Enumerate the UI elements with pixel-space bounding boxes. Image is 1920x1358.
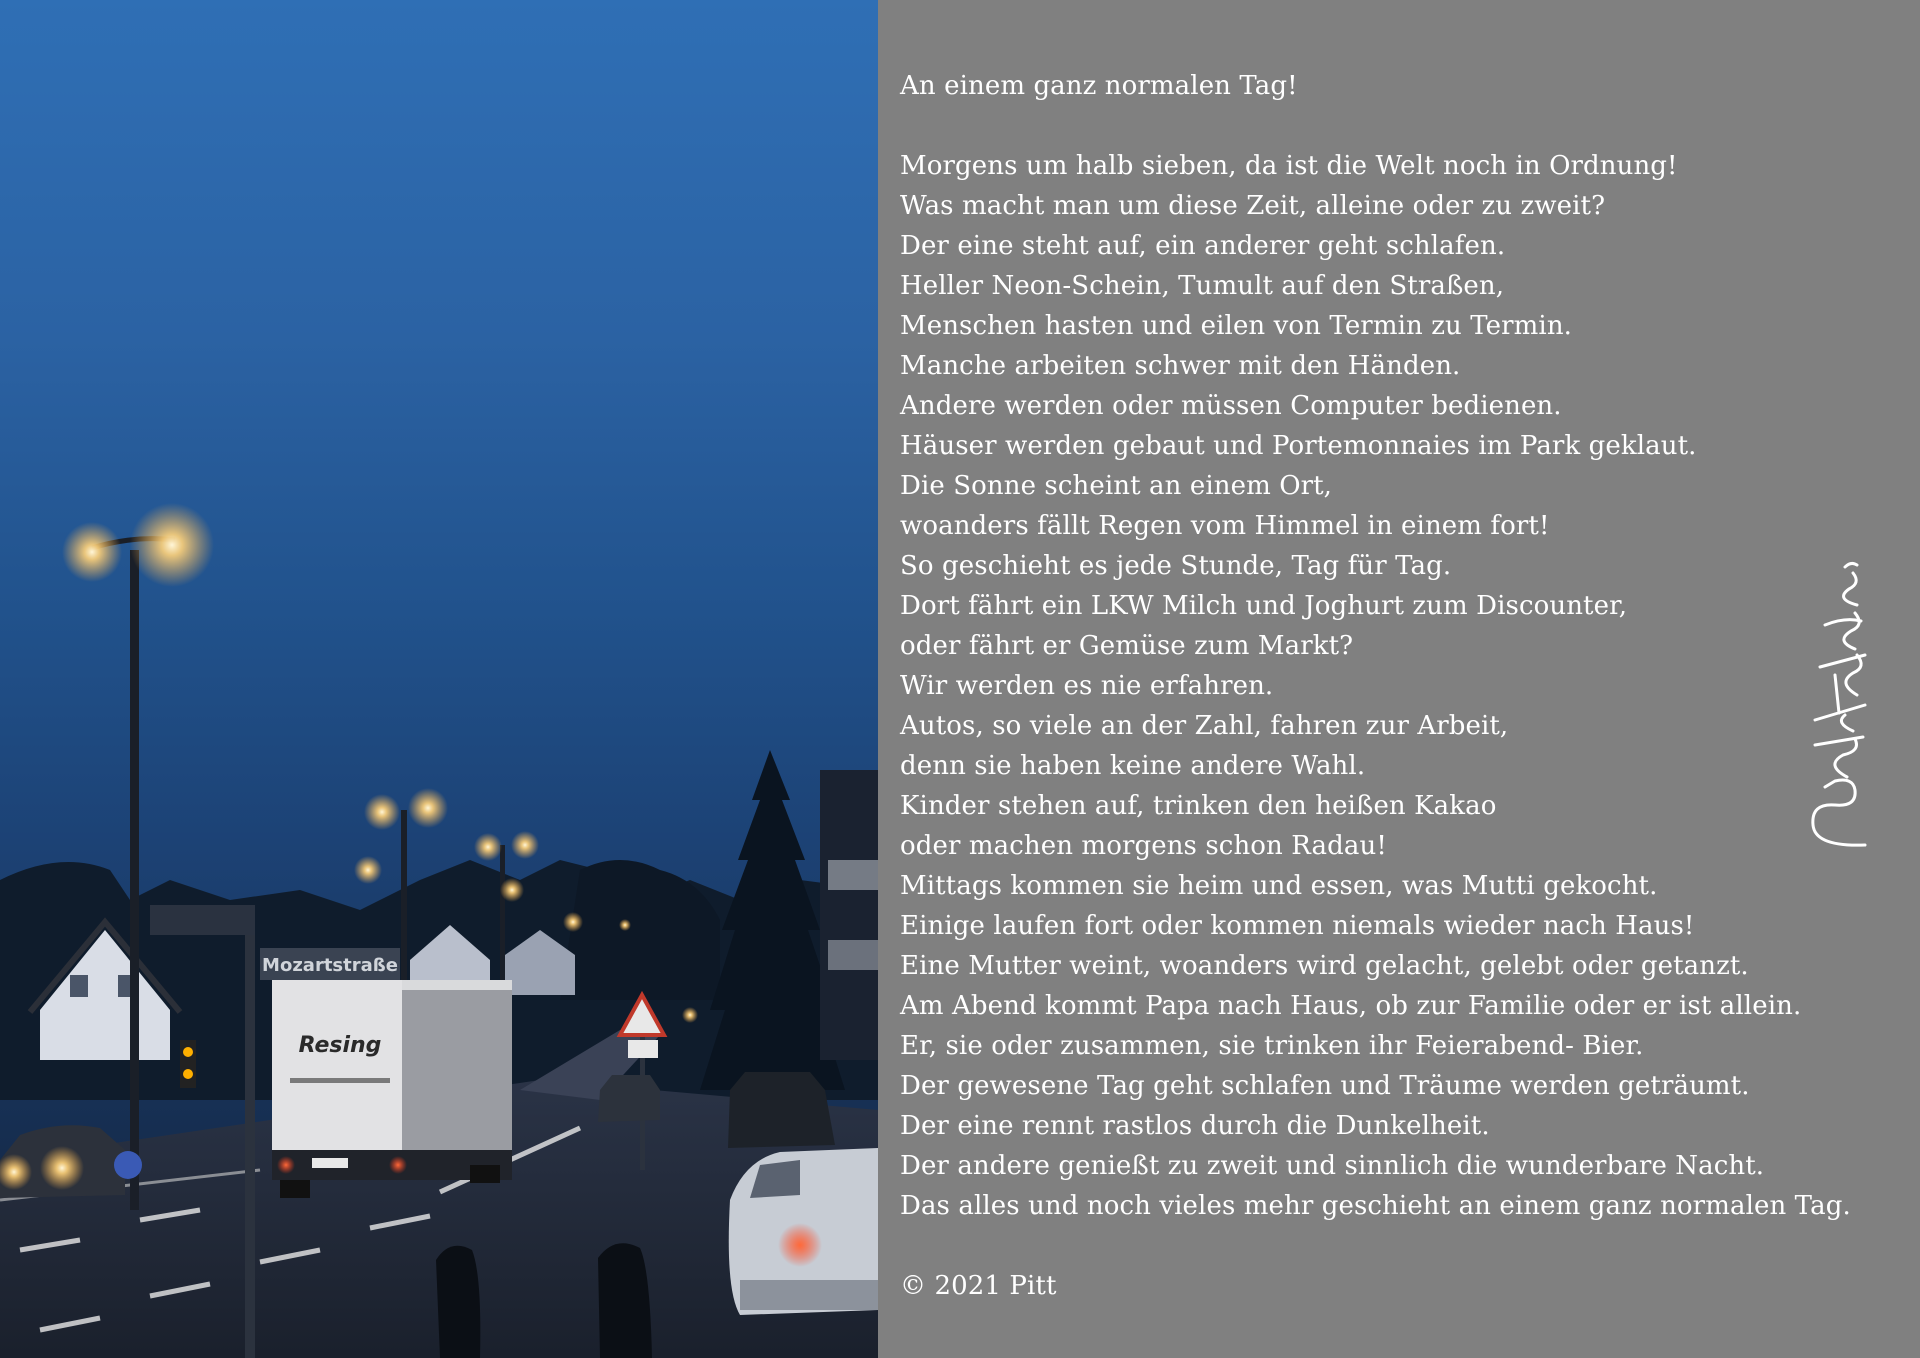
poem-title: An einem ganz normalen Tag! <box>900 71 1298 101</box>
truck <box>272 980 512 1198</box>
poem-line: Eine Mutter weint, woanders wird gelacht, gelebt oder getanzt. <box>900 951 1749 981</box>
truck-logo: Resing <box>298 1033 382 1058</box>
poem-line: Das alles und noch vieles mehr geschieht an einem ganz normalen Tag. <box>900 1191 1851 1221</box>
car-dark-right <box>728 1072 835 1148</box>
poem-line: Manche arbeiten schwer mit den Händen. <box>900 351 1461 381</box>
poem-line: Einige laufen fort oder kommen niemals wieder nach Haus! <box>900 911 1695 941</box>
signature-watermark <box>1795 555 1885 855</box>
poem-line: Andere werden oder müssen Computer bedienen. <box>900 391 1562 421</box>
poem-line: Wir werden es nie erfahren. <box>900 671 1274 701</box>
car-distant <box>598 1075 660 1122</box>
poem-line: Der andere genießt zu zweit und sinnlich die wunderbare Nacht. <box>900 1151 1765 1181</box>
copyright-notice: © 2021 Pitt <box>900 1271 1057 1301</box>
street-photo <box>0 0 878 1358</box>
poem-line: Heller Neon-Schein, Tumult auf den Straßen, <box>900 271 1505 301</box>
poem-line: oder fährt er Gemüse zum Markt? <box>900 631 1354 661</box>
poem-line: Am Abend kommt Papa nach Haus, ob zur Familie oder er ist allein. <box>900 991 1802 1021</box>
text-panel <box>878 0 1920 1358</box>
poem-line: Häuser werden gebaut und Portemonnaies im Park geklaut. <box>900 431 1697 461</box>
poem-line: Die Sonne scheint an einem Ort, <box>900 471 1333 501</box>
poem-line: Morgens um halb sieben, da ist die Welt noch in Ordnung! <box>900 151 1678 181</box>
poem-line: Der gewesene Tag geht schlafen und Träume werden geträumt. <box>900 1071 1750 1101</box>
poem-line: Menschen hasten und eilen von Termin zu Termin. <box>900 311 1573 341</box>
car-silver <box>729 1148 878 1315</box>
poem-line: Er, sie oder zusammen, sie trinken ihr Feierabend- Bier. <box>900 1031 1644 1061</box>
foreground-shrubs <box>436 1246 480 1358</box>
poem-line: Der eine rennt rastlos durch die Dunkelheit. <box>900 1111 1490 1141</box>
poem-line: Mittags kommen sie heim und essen, was Mutti gekocht. <box>900 871 1658 901</box>
poem-line: Dort fährt ein LKW Milch und Joghurt zum Discounter, <box>900 591 1628 621</box>
poem-line: denn sie haben keine andere Wahl. <box>900 751 1366 781</box>
car-left <box>0 1125 125 1198</box>
poem-line: So geschieht es jede Stunde, Tag für Tag. <box>900 551 1452 581</box>
street-sign-label: Mozartstraße <box>262 955 398 976</box>
street-lamp-left <box>62 503 214 1210</box>
poem-line: oder machen morgens schon Radau! <box>900 831 1387 861</box>
poem-line: Autos, so viele an der Zahl, fahren zur Arbeit, <box>900 711 1509 741</box>
poem-line: woanders fällt Regen vom Himmel in einem fort! <box>900 511 1550 541</box>
poem-line: Der eine steht auf, ein anderer geht schlafen. <box>900 231 1506 261</box>
poem-line: Kinder stehen auf, trinken den heißen Kakao <box>900 791 1497 821</box>
poem <box>900 66 1910 1306</box>
poem-line: Was macht man um diese Zeit, alleine oder zu zweit? <box>900 191 1606 221</box>
